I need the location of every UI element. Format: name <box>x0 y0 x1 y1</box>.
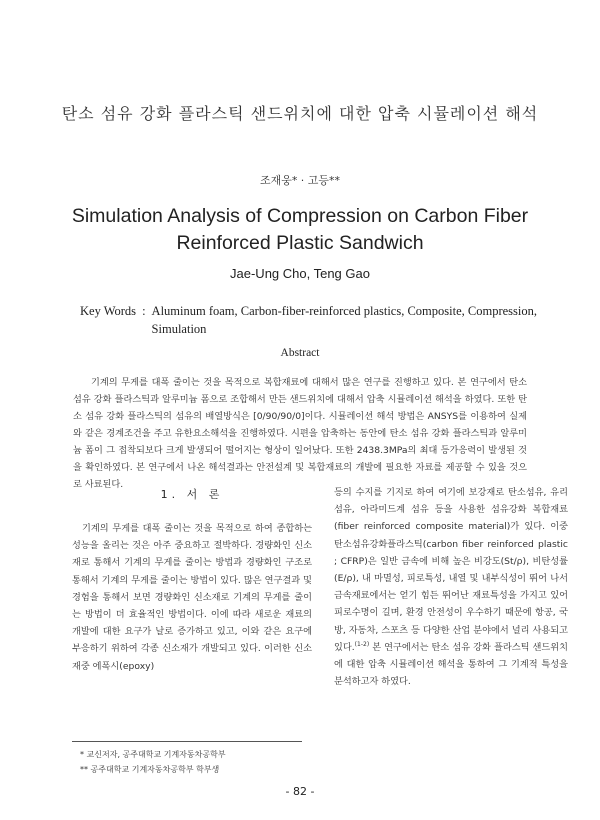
keywords <box>80 302 550 338</box>
introduction-text-after-citation: 본 연구에서는 탄소 섬유 강화 플라스틱 샌드위치에 대한 압축 시뮬레이션 해석을 통하여 그 기계적 특성을 분석하고자 하였다. <box>334 641 568 688</box>
page-number: - 82 - <box>285 785 315 798</box>
footnote-second-author: ** 공주대학교 기계자동차공학부 학부생 <box>80 765 220 774</box>
citation-reference: (1-2) <box>354 640 370 648</box>
abstract-heading: Abstract <box>280 347 320 359</box>
keywords-text: Aluminum foam, Carbon-fiber-reinforced plastics, Composite, Compression, Simulation <box>151 304 537 336</box>
korean-title: 탄소 섬유 강화 플라스틱 샌드위치에 대한 압축 시뮬레이션 해석 <box>61 104 539 123</box>
abstract-body: 기계의 무게를 대폭 줄이는 것을 목적으로 복합재료에 대해서 많은 연구를 진행하고 있다. 본 연구에서 탄소 섬유 강화 플라스틱과 알루미늄 폼으로 조합해서 만든 샌드위치에 대해서 압축 시뮬레이션 해석을 하였다. 또한 탄소 섬유 강화 플라스틱의 섬유의 배열방식은 [0/90/90/0]이다. 시뮬레이션 해석 방법은 ANSYS를 이용하여 실제와 같은 경계조건을 주고 유한요소해석을 진행하였다. 시편을 압축하는 동안에 탄소 섬유 강화 플라스틱과 알루미늄 폼이 그 접착되보다 크게 발생되어 떨어지는 형상이 일어났다. 또한 2438.3MPa의 최대 등가응력이 발생된 것을 확인하였다. 본 연구에서 나온 해석결과는 안전설계 및 복합재료의 개발에 필요한 자료를 제공할 수 있을 것으로 사료된다. <box>73 377 527 490</box>
left-column <box>72 484 312 675</box>
english-authors: Jae-Ung Cho, Teng Gao <box>230 266 370 281</box>
introduction-text-before-citation: 등의 수지를 기지로 하여 여기에 보강재로 탄소섬유, 유리섬유, 아라미드계 섬유 등을 사용한 섬유강화 복합재료(fiber reinforced composite material)가 있다. 이중 탄소섬유강화플라스틱(carbon fiber reinforced plastic ; CFRP)은 일반 금속에 비해 높은 비강도(St/ρ), 비탄성률(E/ρ), 내 마멸성, 피로특성, 내열 및 내부식성이 뛰어 나서 금속재료에서는 얻기 힘든 뛰어난 재료특성을 가지고 있어 피로수명이 길며, 환경 안전성이 우수하기 때문에 항공, 국방, 자동차, 스포츠 등 다양한 산업 분야에서 널리 사용되고 있다. <box>334 487 568 653</box>
korean-authors: 조재웅* · 고등** <box>259 174 341 187</box>
section-heading-introduction: 1. 서 론 <box>160 488 224 501</box>
keywords-separator: : <box>142 304 146 318</box>
footnotes <box>80 747 320 777</box>
right-column <box>334 484 568 690</box>
footnote-divider <box>72 741 302 742</box>
english-title: Simulation Analysis of Compression on Carbon Fiber Reinforced Plastic Sandwich <box>71 205 529 254</box>
introduction-paragraph-right <box>334 484 568 690</box>
footnote-corresponding-author: * 교신저자, 공주대학교 기계자동차공학부 <box>80 750 226 759</box>
keywords-label: Key Words <box>80 304 137 318</box>
introduction-paragraph-left: 기계의 무게를 대폭 줄이는 것을 목적으로 하여 종합하는 성능을 올리는 것은 아주 중요하고 절박하다. 경량화인 신소재로 통해서 기계의 무게를 줄이는 방법과 경량화인 구조로 통해서 기계의 무게를 줄이는 방법이 있다. 많은 연구결과 및 경험을 통해서 보면 경량화인 신소재로 기계의 무게를 줄이는 방법이 더 효율적인 방법이다. 이에 따라 새로운 재료의 개발에 대한 요구가 날로 증가하고 있고, 이와 같은 요구에 부응하기 위하여 각종 신소재가 개발되고 있다. 이러한 신소재중 에폭시(epoxy) <box>72 523 312 672</box>
